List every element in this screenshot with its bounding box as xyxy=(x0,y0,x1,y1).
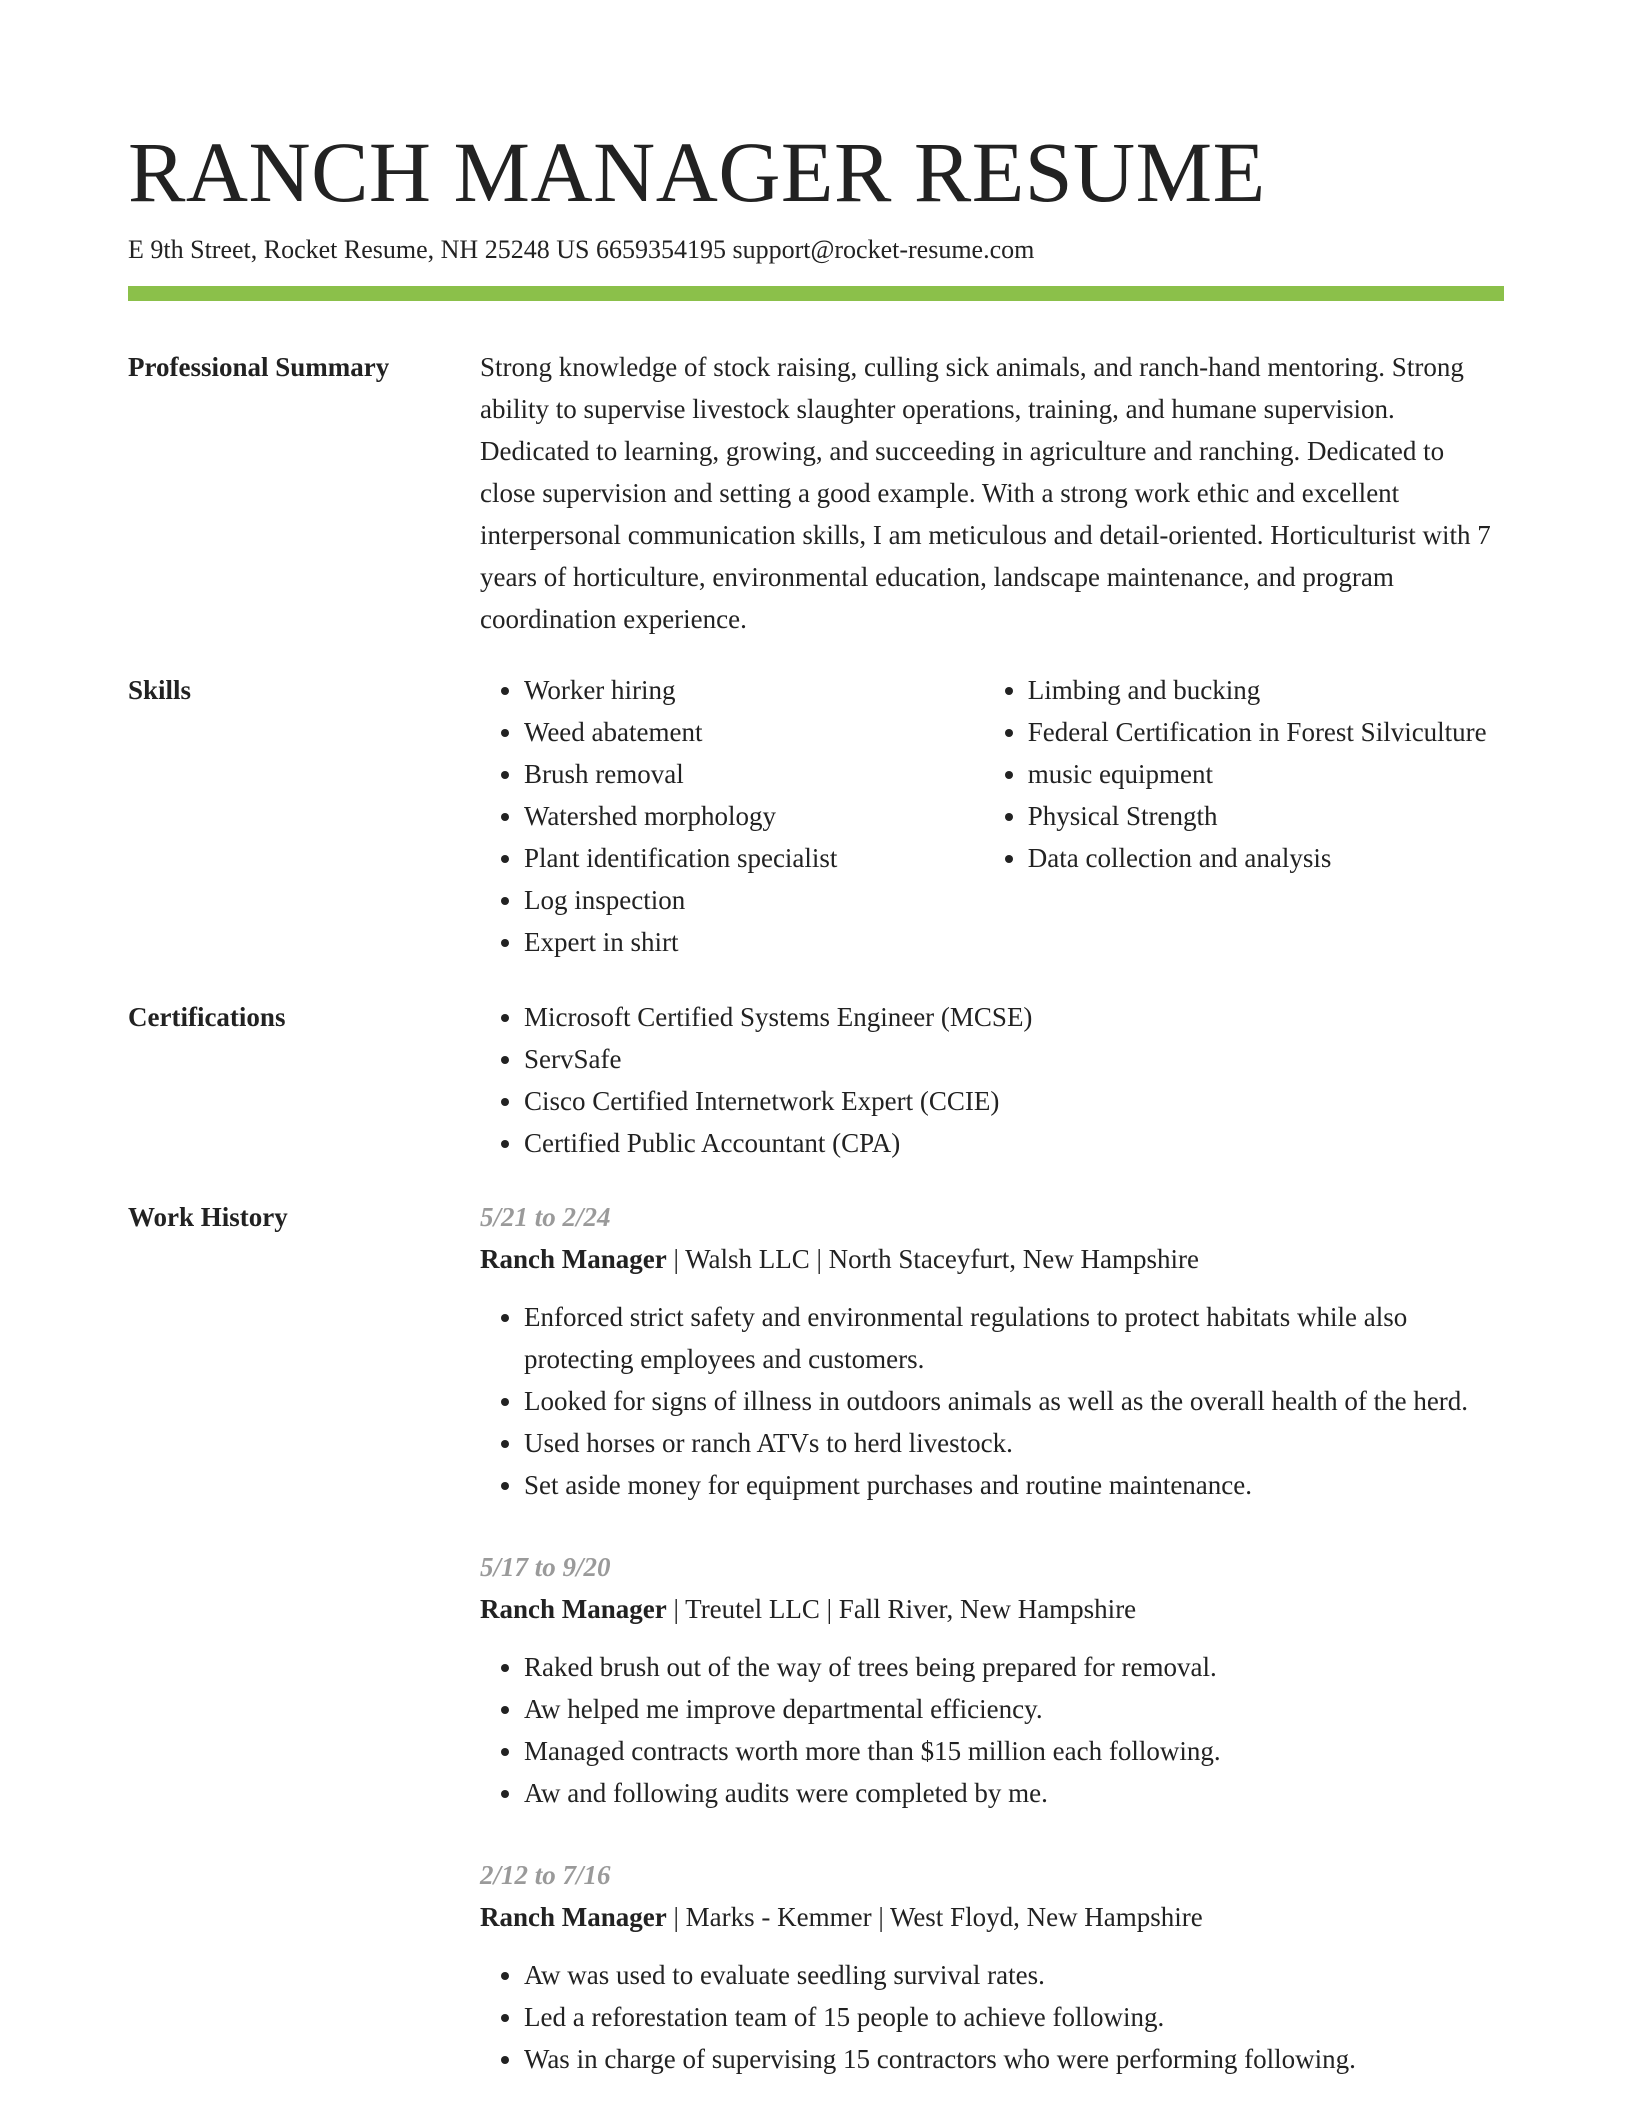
job-heading xyxy=(480,1896,1504,1938)
skill-item: • Expert in shirt xyxy=(524,921,984,963)
job-title: Ranch Manager xyxy=(480,1594,667,1624)
skill-item: • music equipment xyxy=(1028,753,1504,795)
summary-heading: Professional Summary xyxy=(128,352,390,382)
job-title: Ranch Manager xyxy=(480,1244,667,1274)
job-bullet: • Aw was used to evaluate seedling survival rates. xyxy=(524,1954,1504,1996)
job-bullet: • Raked brush out of the way of trees being prepared for removal. xyxy=(524,1646,1504,1688)
job-bullet: • Aw helped me improve departmental efficiency. xyxy=(524,1688,1504,1730)
job-heading xyxy=(480,1238,1504,1280)
job-bullet: • Led a reforestation team of 15 people to achieve following. xyxy=(524,1996,1504,2038)
skills-list-left xyxy=(480,669,984,963)
certifications-body xyxy=(480,996,1504,1164)
summary-body xyxy=(480,346,1504,640)
job-employer-location: | Marks - Kemmer | West Floyd, New Hampshire xyxy=(666,1902,1203,1932)
header-divider xyxy=(128,286,1504,301)
job-dates: 2/12 to 7/16 xyxy=(480,1860,611,1890)
certifications-heading: Certifications xyxy=(128,1002,286,1032)
job-entry xyxy=(480,1546,1504,1814)
work-history-body xyxy=(480,1196,1504,2120)
skill-item: • Weed abatement xyxy=(524,711,984,753)
skill-item: • Plant identification specialist xyxy=(524,837,984,879)
job-heading xyxy=(480,1588,1504,1630)
job-entry xyxy=(480,1196,1504,1506)
skill-item: • Data collection and analysis xyxy=(1028,837,1504,879)
skill-item: • Log inspection xyxy=(524,879,984,921)
work-history-heading: Work History xyxy=(128,1202,288,1232)
job-bullets xyxy=(480,1954,1504,2080)
skills-list-right xyxy=(984,669,1504,963)
job-bullet: • Set aside money for equipment purchases and routine maintenance. xyxy=(524,1464,1504,1506)
job-employer-location: | Walsh LLC | North Staceyfurt, New Hampshire xyxy=(666,1244,1200,1274)
skill-item: • Worker hiring xyxy=(524,669,984,711)
skill-item: • Limbing and bucking xyxy=(1028,669,1504,711)
job-entry xyxy=(480,1854,1504,2080)
skills-body xyxy=(480,669,1504,963)
job-title: Ranch Manager xyxy=(480,1902,667,1932)
resume-title: RANCH MANAGER RESUME xyxy=(128,124,1266,220)
job-bullet: • Enforced strict safety and environmental regulations to protect habitats while also protecting employees and customers. xyxy=(524,1296,1504,1380)
job-bullets xyxy=(480,1646,1504,1814)
summary-text: Strong knowledge of stock raising, culling sick animals, and ranch-hand mentoring. Strong ability to supervise livestock slaughter operations, training, and humane supervision. Dedicated to learning, growing, and succeeding in agriculture and ranching. Dedicated to close supervision and setting a good example. With a strong work ethic and excellent interpersonal communication skills, I am meticulous and detail-oriented. Horticulturist with 7 years of horticulture, environmental education, landscape maintenance, and program coordination experience. xyxy=(480,352,1491,634)
certification-item: • Microsoft Certified Systems Engineer (MCSE) xyxy=(524,996,1504,1038)
certification-item: • Cisco Certified Internetwork Expert (CCIE) xyxy=(524,1080,1504,1122)
job-bullet: • Managed contracts worth more than $15 million each following. xyxy=(524,1730,1504,1772)
skill-item: • Physical Strength xyxy=(1028,795,1504,837)
skill-item: • Brush removal xyxy=(524,753,984,795)
contact-line: E 9th Street, Rocket Resume, NH 25248 US 6659354195 support@rocket-resume.com xyxy=(128,235,1035,264)
skill-item: • Federal Certification in Forest Silviculture xyxy=(1028,711,1504,753)
job-bullet: • Looked for signs of illness in outdoors animals as well as the overall health of the herd. xyxy=(524,1380,1504,1422)
job-bullet: • Aw and following audits were completed by me. xyxy=(524,1772,1504,1814)
job-dates: 5/21 to 2/24 xyxy=(480,1202,611,1232)
certification-item: • Certified Public Accountant (CPA) xyxy=(524,1122,1504,1164)
job-bullet: • Used horses or ranch ATVs to herd livestock. xyxy=(524,1422,1504,1464)
skills-heading: Skills xyxy=(128,675,192,705)
job-bullets xyxy=(480,1296,1504,1506)
certifications-list xyxy=(480,996,1504,1164)
skill-item: • Watershed morphology xyxy=(524,795,984,837)
job-bullet: • Was in charge of supervising 15 contractors who were performing following. xyxy=(524,2038,1504,2080)
job-dates: 5/17 to 9/20 xyxy=(480,1552,611,1582)
certification-item: • ServSafe xyxy=(524,1038,1504,1080)
job-employer-location: | Treutel LLC | Fall River, New Hampshire xyxy=(666,1594,1137,1624)
